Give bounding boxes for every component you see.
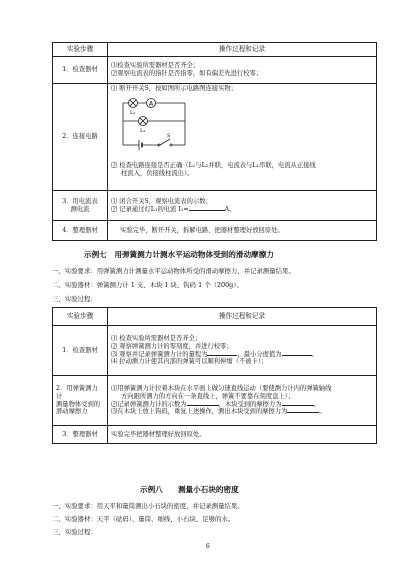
process-line: ⑴ 检查实验所需器材是否齐全； — [111, 334, 202, 342]
step-check-equipment: 1．检查器材 — [53, 326, 108, 376]
process-line: ⑵观察电流表的指针是否指零，如有偏差先进行校零； — [111, 70, 263, 77]
page-number: 6 — [206, 543, 210, 550]
period: 。 — [313, 400, 320, 408]
step-measure-friction — [53, 376, 108, 426]
header-step: 实验步骤 — [53, 43, 108, 57]
process-connect-circuit — [108, 84, 377, 191]
process-line — [111, 408, 373, 416]
ammeter-label: A — [148, 100, 154, 108]
example-7-requirement: 一、实验要求：用弹簧测力计测量水平运动物体所受的滑动摩擦力，并记录测量结果。 — [52, 267, 295, 275]
example-8-equipment: 二、实验器材：天平（砝码）、量筒、细线、小石块、足够的水。 — [52, 515, 235, 523]
range-label: ⑶ 观察并记录弹簧测力计的量程为 — [111, 350, 208, 358]
header-step: 实验步骤 — [53, 308, 108, 326]
example-8-requirement: 一、实验要求：用天平和量筒测出小石块的密度，并记录测量结果。 — [52, 502, 244, 510]
process-check-equipment — [108, 57, 377, 84]
record-current-label: ⑵ 记录通过灯L₁的电流 I₁= — [111, 205, 189, 213]
process-measure-friction — [108, 376, 377, 426]
header-process: 操作过程和记录 — [108, 43, 377, 57]
lamp-l2-label: L₂ — [140, 127, 146, 134]
friction-with-weight-blank — [287, 412, 319, 413]
step-label-line: 滑动摩擦力 — [56, 408, 88, 416]
period: 。 — [311, 350, 318, 358]
process-line: ⑵ 检查电路连接是否正确（L₁与L₂并联，电流表与L₁串联，电流从正接线 — [111, 162, 316, 169]
step-label-line: 3．用电流表 — [62, 197, 98, 205]
process-line: 柱流入，负接线柱流出）。 — [121, 169, 194, 177]
example-7-title: 示例七 用弹簧测力计测水平运动物体受到的滑动摩擦力 — [84, 250, 274, 259]
period: 。 — [319, 408, 326, 416]
process-line: ⑴ 断开开关S，按如图所示电路图连接实物； — [111, 85, 237, 92]
process-line — [111, 206, 373, 214]
friction-label: ，木块受到的摩擦力为 — [218, 400, 282, 408]
process-line: 方向跟所测力的方向在一条直线上，弹簧不要靠在刻度盘上）； — [121, 392, 295, 400]
current-blank — [189, 210, 225, 211]
step-label-line: 测量物体受到的 — [56, 400, 101, 408]
step-label-line: 测电流 — [70, 205, 90, 213]
friction-experiment-table — [52, 307, 377, 444]
range-blank — [207, 355, 237, 356]
step-tidy-equipment: 3．整理器材 — [53, 426, 108, 444]
header-process: 操作过程和记录 — [108, 308, 377, 326]
division-label: ，最小分度值为 — [237, 350, 282, 358]
process-check-equipment — [108, 326, 377, 376]
division-blank — [282, 355, 312, 356]
process-line: ⑴检查实验所需器材是否齐全； — [111, 62, 200, 70]
friction-with-weight-label: ⑶在木块上放上钩码，重复上述操作，测出木块受到的摩擦力为 — [111, 408, 288, 416]
step-label-line: 2．用弹簧测力计 — [56, 384, 98, 400]
step-check-equipment: 1．检查器材 — [53, 57, 108, 84]
example-7-equipment: 二、实验器材：弹簧测力计 1 支、木块 1 块、钩码 1 个（200g）。 — [52, 281, 243, 289]
example-8-title: 示例八 测量小石块的密度 — [140, 485, 239, 494]
process-tidy-equipment: 实验完毕把器材整理好放回原处。 — [108, 426, 377, 444]
unit-label: A。 — [224, 205, 236, 213]
friction-blank — [282, 405, 314, 406]
process-tidy-equipment: 实验完毕，断开开关，拆解电路，把器材整理好放回原处。 — [108, 221, 377, 241]
process-line: ⑵ 观察弹簧测力计的零刻度，并进行校零； — [111, 342, 233, 350]
process-line: ⑴ 闭合开关S，观察电流表的示数； — [111, 197, 212, 205]
example-8-process-heading: 三、实验过程： — [52, 528, 97, 536]
step-tidy-equipment: 4．整理器材 — [53, 221, 108, 241]
reading-blank — [187, 405, 219, 406]
example-7-process-heading: 三、实验过程： — [52, 295, 97, 303]
process-line: ⑷ 拉动测力计使其内部的弹簧可以顺利伸缩（不被卡）； — [111, 358, 268, 366]
circuit-diagram — [117, 95, 191, 153]
lamp-l1-label: L₁ — [130, 109, 136, 116]
circuit-experiment-table — [52, 42, 377, 241]
process-measure-current — [108, 191, 377, 221]
reading-label: ⑵记录弹簧测力计的示数为 — [111, 400, 187, 408]
process-line: ⑴用弹簧测力计拉着木块在水平面上做匀速直线运动（要使测力计内的弹簧轴线 — [111, 384, 332, 392]
step-measure-current — [53, 191, 108, 221]
step-connect-circuit: 2．连接电路 — [53, 84, 108, 191]
switch-label: S — [167, 132, 171, 139]
